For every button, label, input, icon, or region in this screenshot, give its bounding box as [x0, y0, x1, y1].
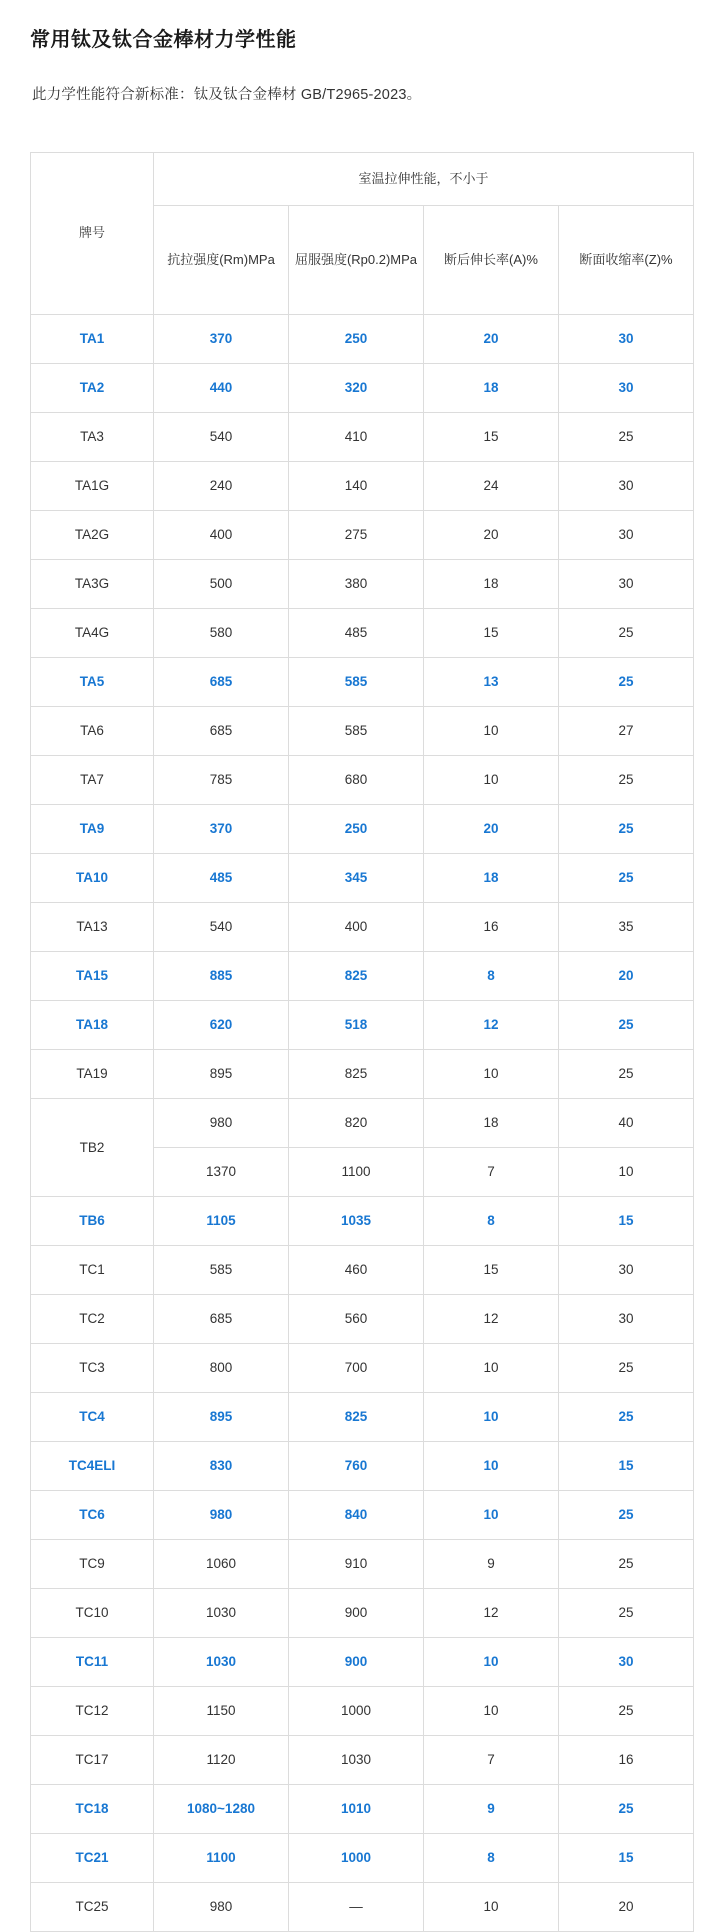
- table-row: [31, 658, 694, 707]
- table-row: [31, 1393, 694, 1442]
- cell-tensile-strength: 485: [154, 854, 289, 903]
- cell-brand: TA10: [31, 854, 154, 903]
- cell-brand: TC12: [31, 1687, 154, 1736]
- cell-tensile-strength: 885: [154, 952, 289, 1001]
- cell-reduction-of-area: 25: [559, 1491, 694, 1540]
- cell-elongation: 24: [424, 462, 559, 511]
- cell-brand: TC21: [31, 1834, 154, 1883]
- cell-brand: TA15: [31, 952, 154, 1001]
- cell-elongation: 12: [424, 1295, 559, 1344]
- table-row: [31, 1344, 694, 1393]
- cell-tensile-strength: 585: [154, 1246, 289, 1295]
- cell-elongation: 13: [424, 658, 559, 707]
- cell-elongation: 8: [424, 1834, 559, 1883]
- cell-elongation: 15: [424, 1246, 559, 1295]
- cell-brand: TC3: [31, 1344, 154, 1393]
- cell-tensile-strength: 240: [154, 462, 289, 511]
- cell-brand: TC17: [31, 1736, 154, 1785]
- cell-reduction-of-area: 20: [559, 952, 694, 1001]
- cell-elongation: 10: [424, 1687, 559, 1736]
- cell-elongation: 18: [424, 364, 559, 413]
- cell-elongation: 10: [424, 1344, 559, 1393]
- cell-elongation: 8: [424, 952, 559, 1001]
- table-row: [31, 756, 694, 805]
- column-header-reduction-of-area: 断面收缩率(Z)%: [559, 206, 694, 315]
- table-body: [31, 315, 694, 1932]
- cell-elongation: 10: [424, 1442, 559, 1491]
- cell-yield-strength: 1030: [289, 1736, 424, 1785]
- cell-brand: TC18: [31, 1785, 154, 1834]
- cell-reduction-of-area: 27: [559, 707, 694, 756]
- cell-reduction-of-area: 10: [559, 1148, 694, 1197]
- table-row: [31, 707, 694, 756]
- cell-tensile-strength: 1370: [154, 1148, 289, 1197]
- cell-tensile-strength: 370: [154, 315, 289, 364]
- cell-reduction-of-area: 40: [559, 1099, 694, 1148]
- table-row: [31, 1589, 694, 1638]
- table-row: [31, 1785, 694, 1834]
- cell-yield-strength: 680: [289, 756, 424, 805]
- cell-brand: TB6: [31, 1197, 154, 1246]
- cell-brand: TA4G: [31, 609, 154, 658]
- cell-reduction-of-area: 20: [559, 1883, 694, 1932]
- cell-reduction-of-area: 15: [559, 1197, 694, 1246]
- cell-brand: TC4ELI: [31, 1442, 154, 1491]
- spec-table-container: [30, 152, 693, 1932]
- cell-tensile-strength: 785: [154, 756, 289, 805]
- cell-yield-strength: 410: [289, 413, 424, 462]
- cell-yield-strength: 900: [289, 1638, 424, 1687]
- cell-tensile-strength: 1120: [154, 1736, 289, 1785]
- cell-yield-strength: 910: [289, 1540, 424, 1589]
- cell-yield-strength: 380: [289, 560, 424, 609]
- cell-elongation: 20: [424, 805, 559, 854]
- table-row: [31, 1736, 694, 1785]
- cell-reduction-of-area: 25: [559, 1050, 694, 1099]
- cell-yield-strength: 250: [289, 315, 424, 364]
- cell-elongation: 18: [424, 560, 559, 609]
- cell-tensile-strength: 1100: [154, 1834, 289, 1883]
- cell-brand: TC9: [31, 1540, 154, 1589]
- cell-yield-strength: 518: [289, 1001, 424, 1050]
- cell-yield-strength: 485: [289, 609, 424, 658]
- table-row: [31, 1491, 694, 1540]
- cell-reduction-of-area: 25: [559, 854, 694, 903]
- cell-brand: TA6: [31, 707, 154, 756]
- cell-brand: TA19: [31, 1050, 154, 1099]
- cell-brand: TA7: [31, 756, 154, 805]
- table-row: [31, 462, 694, 511]
- cell-tensile-strength: 1105: [154, 1197, 289, 1246]
- cell-tensile-strength: 1150: [154, 1687, 289, 1736]
- cell-reduction-of-area: 25: [559, 609, 694, 658]
- table-row: [31, 1099, 694, 1148]
- cell-tensile-strength: 685: [154, 658, 289, 707]
- table-row: [31, 609, 694, 658]
- cell-yield-strength: 140: [289, 462, 424, 511]
- table-row: [31, 1442, 694, 1491]
- cell-reduction-of-area: 25: [559, 658, 694, 707]
- table-row: [31, 952, 694, 1001]
- cell-reduction-of-area: 25: [559, 1344, 694, 1393]
- page-title: 常用钛及钛合金棒材力学性能: [30, 29, 297, 51]
- cell-brand: TA9: [31, 805, 154, 854]
- cell-yield-strength: 560: [289, 1295, 424, 1344]
- column-header-tensile-strength: 抗拉强度(Rm)MPa: [154, 206, 289, 315]
- cell-brand: TA2: [31, 364, 154, 413]
- table-row: [31, 1687, 694, 1736]
- cell-elongation: 10: [424, 1883, 559, 1932]
- cell-tensile-strength: 830: [154, 1442, 289, 1491]
- cell-elongation: 7: [424, 1148, 559, 1197]
- cell-reduction-of-area: 30: [559, 1246, 694, 1295]
- cell-brand: TA3: [31, 413, 154, 462]
- mechanical-properties-table: [30, 152, 694, 1932]
- table-row: [31, 511, 694, 560]
- cell-tensile-strength: 370: [154, 805, 289, 854]
- cell-yield-strength: 320: [289, 364, 424, 413]
- cell-elongation: 18: [424, 854, 559, 903]
- column-header-brand: 牌号: [31, 153, 154, 315]
- cell-yield-strength: 460: [289, 1246, 424, 1295]
- cell-brand: TC11: [31, 1638, 154, 1687]
- cell-tensile-strength: 1030: [154, 1638, 289, 1687]
- cell-brand: TA5: [31, 658, 154, 707]
- cell-yield-strength: 820: [289, 1099, 424, 1148]
- cell-reduction-of-area: 15: [559, 1442, 694, 1491]
- cell-yield-strength: 250: [289, 805, 424, 854]
- column-header-elongation: 断后伸长率(A)%: [424, 206, 559, 315]
- cell-elongation: 10: [424, 1393, 559, 1442]
- cell-elongation: 9: [424, 1785, 559, 1834]
- table-row: [31, 1295, 694, 1344]
- table-row: [31, 364, 694, 413]
- cell-brand: TC1: [31, 1246, 154, 1295]
- table-row: [31, 1050, 694, 1099]
- cell-tensile-strength: 500: [154, 560, 289, 609]
- cell-brand: TC10: [31, 1589, 154, 1638]
- cell-yield-strength: 1000: [289, 1687, 424, 1736]
- cell-reduction-of-area: 25: [559, 756, 694, 805]
- cell-tensile-strength: 980: [154, 1883, 289, 1932]
- table-head: [31, 153, 694, 315]
- cell-yield-strength: 1100: [289, 1148, 424, 1197]
- cell-reduction-of-area: 30: [559, 1295, 694, 1344]
- table-row: [31, 1883, 694, 1932]
- cell-elongation: 9: [424, 1540, 559, 1589]
- cell-elongation: 18: [424, 1099, 559, 1148]
- cell-brand: TA3G: [31, 560, 154, 609]
- cell-yield-strength: 700: [289, 1344, 424, 1393]
- cell-tensile-strength: 685: [154, 1295, 289, 1344]
- cell-reduction-of-area: 30: [559, 1638, 694, 1687]
- cell-tensile-strength: 685: [154, 707, 289, 756]
- cell-yield-strength: 1000: [289, 1834, 424, 1883]
- cell-reduction-of-area: 25: [559, 1001, 694, 1050]
- cell-yield-strength: 585: [289, 658, 424, 707]
- cell-yield-strength: 825: [289, 1050, 424, 1099]
- cell-tensile-strength: 800: [154, 1344, 289, 1393]
- table-row: [31, 1001, 694, 1050]
- cell-yield-strength: 345: [289, 854, 424, 903]
- cell-elongation: 8: [424, 1197, 559, 1246]
- cell-yield-strength: 275: [289, 511, 424, 560]
- cell-elongation: 20: [424, 511, 559, 560]
- cell-yield-strength: 400: [289, 903, 424, 952]
- table-row: [31, 1246, 694, 1295]
- cell-yield-strength: 840: [289, 1491, 424, 1540]
- cell-reduction-of-area: 30: [559, 364, 694, 413]
- cell-yield-strength: 825: [289, 952, 424, 1001]
- cell-reduction-of-area: 15: [559, 1834, 694, 1883]
- page-subtitle: 此力学性能符合新标准：钛及钛合金棒材 GB/T2965-2023。: [32, 87, 422, 103]
- column-group-header: 室温拉伸性能，不小于: [154, 153, 694, 206]
- cell-yield-strength: 900: [289, 1589, 424, 1638]
- table-row: [31, 1638, 694, 1687]
- table-row: [31, 903, 694, 952]
- table-row: [31, 1540, 694, 1589]
- cell-reduction-of-area: 25: [559, 1393, 694, 1442]
- cell-brand: TA18: [31, 1001, 154, 1050]
- cell-elongation: 7: [424, 1736, 559, 1785]
- cell-elongation: 10: [424, 1491, 559, 1540]
- cell-yield-strength: 1035: [289, 1197, 424, 1246]
- table-row: [31, 1197, 694, 1246]
- cell-reduction-of-area: 25: [559, 1540, 694, 1589]
- cell-elongation: 10: [424, 707, 559, 756]
- cell-yield-strength: 1010: [289, 1785, 424, 1834]
- cell-elongation: 15: [424, 413, 559, 462]
- cell-tensile-strength: 580: [154, 609, 289, 658]
- cell-tensile-strength: 540: [154, 413, 289, 462]
- cell-tensile-strength: 895: [154, 1050, 289, 1099]
- cell-yield-strength: 825: [289, 1393, 424, 1442]
- table-row: [31, 1834, 694, 1883]
- cell-tensile-strength: 980: [154, 1491, 289, 1540]
- cell-reduction-of-area: 25: [559, 1589, 694, 1638]
- cell-brand: TA2G: [31, 511, 154, 560]
- table-row: [31, 854, 694, 903]
- cell-reduction-of-area: 35: [559, 903, 694, 952]
- cell-tensile-strength: 400: [154, 511, 289, 560]
- cell-brand: TC4: [31, 1393, 154, 1442]
- table-row: [31, 560, 694, 609]
- column-header-yield-strength: 屈服强度(Rp0.2)MPa: [289, 206, 424, 315]
- cell-brand: TB2: [31, 1099, 154, 1197]
- cell-tensile-strength: 895: [154, 1393, 289, 1442]
- cell-yield-strength: 760: [289, 1442, 424, 1491]
- cell-brand: TA13: [31, 903, 154, 952]
- cell-tensile-strength: 1030: [154, 1589, 289, 1638]
- cell-tensile-strength: 540: [154, 903, 289, 952]
- cell-brand: TC2: [31, 1295, 154, 1344]
- cell-reduction-of-area: 30: [559, 315, 694, 364]
- cell-elongation: 10: [424, 756, 559, 805]
- document-page: [0, 26, 723, 1932]
- cell-reduction-of-area: 25: [559, 1785, 694, 1834]
- cell-tensile-strength: 1080~1280: [154, 1785, 289, 1834]
- table-row: [31, 315, 694, 364]
- cell-elongation: 10: [424, 1050, 559, 1099]
- cell-reduction-of-area: 16: [559, 1736, 694, 1785]
- cell-yield-strength: 585: [289, 707, 424, 756]
- cell-elongation: 16: [424, 903, 559, 952]
- cell-elongation: 15: [424, 609, 559, 658]
- cell-reduction-of-area: 30: [559, 462, 694, 511]
- table-row: [31, 805, 694, 854]
- cell-elongation: 20: [424, 315, 559, 364]
- cell-tensile-strength: 440: [154, 364, 289, 413]
- cell-reduction-of-area: 30: [559, 560, 694, 609]
- cell-brand: TA1: [31, 315, 154, 364]
- cell-brand: TA1G: [31, 462, 154, 511]
- cell-reduction-of-area: 30: [559, 511, 694, 560]
- cell-reduction-of-area: 25: [559, 805, 694, 854]
- cell-tensile-strength: 620: [154, 1001, 289, 1050]
- cell-yield-strength: —: [289, 1883, 424, 1932]
- cell-elongation: 10: [424, 1638, 559, 1687]
- table-header-group-row: [31, 153, 694, 206]
- table-row: [31, 413, 694, 462]
- cell-brand: TC25: [31, 1883, 154, 1932]
- cell-tensile-strength: 980: [154, 1099, 289, 1148]
- cell-elongation: 12: [424, 1589, 559, 1638]
- cell-brand: TC6: [31, 1491, 154, 1540]
- cell-elongation: 12: [424, 1001, 559, 1050]
- cell-reduction-of-area: 25: [559, 1687, 694, 1736]
- cell-tensile-strength: 1060: [154, 1540, 289, 1589]
- cell-reduction-of-area: 25: [559, 413, 694, 462]
